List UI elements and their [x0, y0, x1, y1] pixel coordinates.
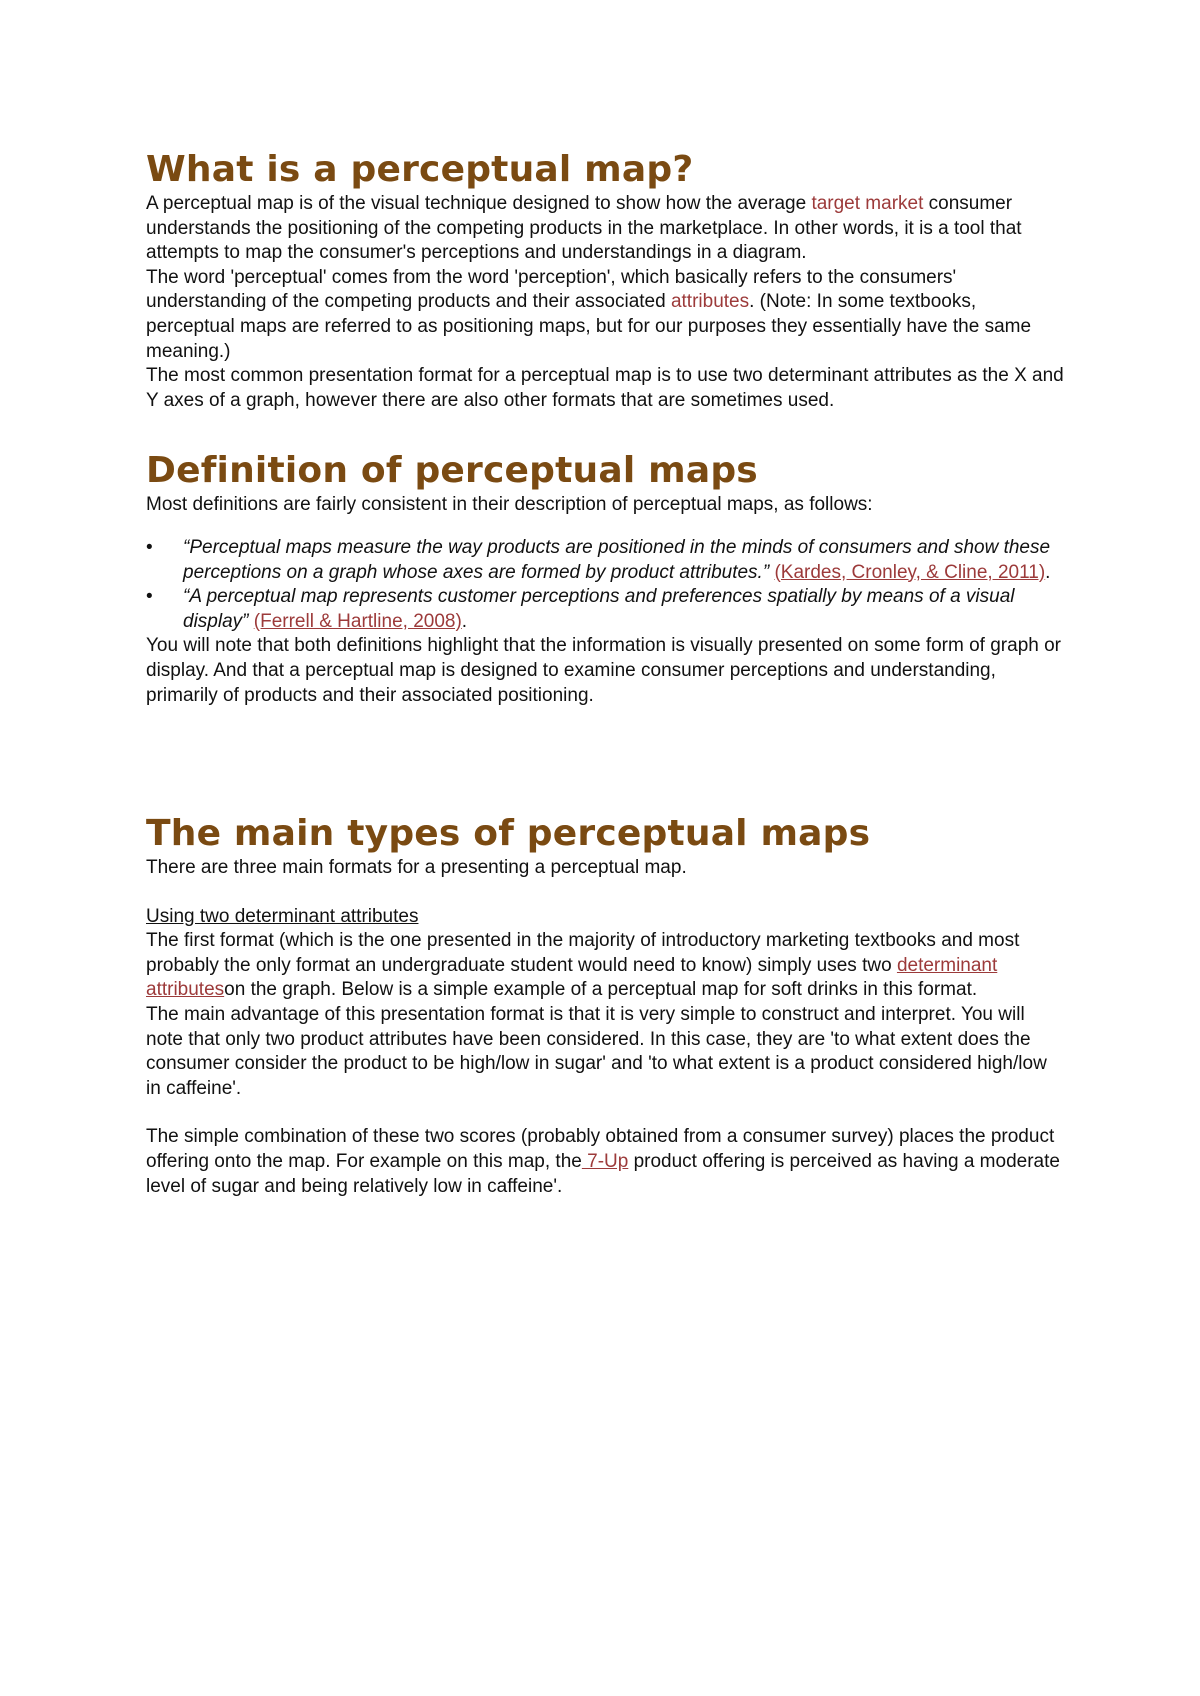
text: on the graph. Below is a simple example of a perceptual map for soft drinks in this format.	[224, 979, 978, 1001]
paragraph-common-format: The most common presentation format for a perceptual map is to use two determinant attributes as the X and Y axes of a graph, however there are also other formats that are sometimes used.	[146, 365, 1064, 411]
heading-what-is-perceptual-map: What is a perceptual map?	[146, 149, 694, 190]
paragraph-intro	[146, 192, 1066, 266]
paragraph-first-format	[146, 929, 1066, 1003]
bullet-icon: •	[146, 586, 153, 608]
spacer	[146, 708, 1066, 812]
text: . (Note: In some textbooks, perceptual maps are referred to as positioning maps, but for our purposes they essentially have the same meaning.)	[146, 291, 1032, 362]
bullet-icon: •	[146, 536, 153, 558]
paragraph-definitions-intro: Most definitions are fairly consistent in their description of perceptual maps, as follows:	[146, 494, 873, 516]
subheading-two-attributes: Using two determinant attributes	[146, 905, 419, 927]
paragraph-simple-combination	[146, 1125, 1066, 1199]
citation-link[interactable]: (Kardes, Cronley, & Cline, 2011)	[774, 561, 1046, 583]
heading-definition: Definition of perceptual maps	[146, 450, 758, 492]
link-7up[interactable]: 7-Up	[581, 1151, 629, 1173]
text: The word 'perceptual' comes from the word 'perception', which basically refers to the consumers' understanding of the competing products and their associated	[146, 266, 957, 313]
citation-link[interactable]: (Ferrell & Hartline, 2008)	[253, 610, 462, 632]
link-determinant-attributes[interactable]: determinant attributes	[146, 954, 998, 1001]
link-target-market[interactable]: target market	[811, 193, 924, 214]
text: A perceptual map is of the visual technique designed to show how the average	[146, 193, 812, 214]
list-item	[146, 585, 1066, 634]
spacer	[146, 881, 1066, 905]
paragraph-definitions-note: You will note that both definitions highlight that the information is visually presented on some form of graph or display. And that a perceptual map is designed to examine consumer perceptions and understanding, primarily of products and their associated positioning.	[146, 635, 1061, 706]
link-attributes[interactable]: attributes	[670, 291, 750, 313]
paragraph-main-advantage: The main advantage of this presentation format is that it is very simple to construct and interpret. You will note that only two product attributes have been considered. In this case, they are 'to what extent does the consumer consider the product to be high/low in sugar' and 'to what extent is a product considered high/low in caffeine'.	[146, 1004, 1047, 1099]
list-item	[146, 536, 1066, 585]
text: The simple combination of these two scores (probably obtained from a consumer survey) places the product offering onto the map. For example on this map, the	[146, 1126, 1055, 1173]
paragraph-word-perceptual	[146, 266, 1066, 364]
text: The first format (which is the one presented in the majority of introductory marketing textbooks and most probably the only format an undergraduate student would need to know) simply uses two	[146, 930, 1020, 976]
text: consumer understands the positioning of the competing products in the marketplace. In other words, it is a tool that attempts to map the consumer's perceptions and understandings in a diagram.	[146, 193, 1022, 264]
paragraph-three-formats: There are three main formats for a presenting a perceptual map.	[146, 857, 687, 879]
quote-text: “A perceptual map represents customer perceptions and preferences spatially by means of a visual display”	[183, 586, 1015, 632]
text: .	[1045, 561, 1051, 583]
text: .	[461, 610, 468, 632]
definition-list	[146, 536, 1066, 634]
quote-text: “Perceptual maps measure the way products are positioned in the minds of consumers and show these perceptions on a graph whose axes are formed by product attributes.”	[183, 536, 1051, 583]
text: product offering is perceived as having a moderate level of sugar and being relatively low in caffeine'.	[146, 1151, 1060, 1197]
spacer	[146, 413, 1066, 449]
spacer	[146, 1101, 1066, 1125]
document-page	[146, 148, 1066, 1199]
heading-main-types: The main types of perceptual maps	[146, 813, 871, 855]
